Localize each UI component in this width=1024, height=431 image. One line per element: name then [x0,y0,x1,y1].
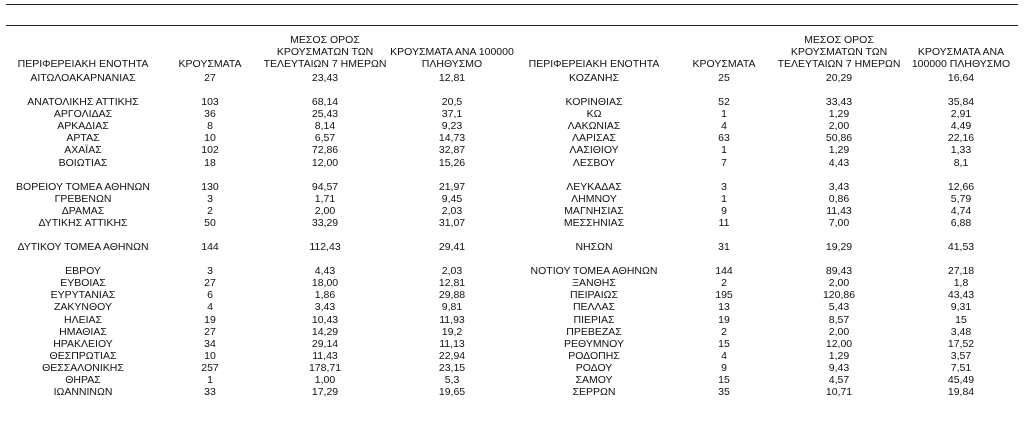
per100k-cell: 19,84 [947,386,975,399]
region-cell: ΕΥΒΟΙΑΣ [60,277,106,290]
avg7-cell: 1,29 [828,144,850,157]
per100k-cell: 12,81 [438,277,466,290]
cases-cell: 18 [204,156,216,169]
table-row [514,144,1018,156]
region-cell: ΒΟΡΕΙΟΥ ΤΟΜΕΑ ΑΘΗΝΩΝ [16,180,150,193]
cases-cell: 1 [721,108,727,121]
avg7-cell: 1,71 [314,192,336,205]
avg7-cell: 1,86 [314,289,336,302]
header-per100k: ΚΡΟΥΣΜΑΤΑ ΑΝΑ 100000 ΠΛΗΘΥΣΜΟ [390,46,514,70]
header-avg7: ΜΕΣΟΣ ΟΡΟΣ ΚΡΟΥΣΜΑΤΩΝ ΤΩΝ ΤΕΛΕΥΤΑΙΩΝ 7 ΗΜΕΡΩΝ [777,34,901,70]
header-region: ΠΕΡΙΦΕΡΕΙΑΚΗ ΕΝΟΤΗΤΑ [528,58,660,70]
per100k-cell: 9,45 [441,192,463,205]
cases-cell: 52 [718,96,730,109]
avg7-cell: 50,86 [825,132,853,145]
table-row [514,72,1018,84]
cases-cell: 63 [718,132,730,145]
per100k-cell: 9,81 [441,301,463,314]
cases-cell: 257 [201,361,219,374]
per100k-cell: 23,15 [438,361,466,374]
region-cell: ΠΕΙΡΑΙΩΣ [570,289,618,302]
region-cell: ΛΑΡΙΣΑΣ [572,132,616,145]
per100k-cell: 27,18 [947,265,975,278]
table-row [6,362,514,374]
region-cell: ΠΕΛΛΑΣ [572,301,616,314]
cases-cell: 19 [204,313,216,326]
table-row [514,362,1018,374]
per100k-cell: 1,33 [950,144,972,157]
region-cell: ΛΑΚΩΝΙΑΣ [567,120,621,133]
table-row [6,350,514,362]
table-row [6,108,514,120]
cases-cell: 15 [718,337,730,350]
region-cell: ΛΕΥΚΑΔΑΣ [566,180,622,193]
cases-cell: 195 [715,289,733,302]
region-cell: ΒΟΙΩΤΙΑΣ [58,156,108,169]
avg7-cell: 8,14 [314,120,336,133]
spacer-row [6,84,514,96]
table-row [514,301,1018,313]
per100k-cell: 6,88 [950,216,972,229]
left-table-container [6,24,514,398]
avg7-cell: 1,29 [828,349,850,362]
table-row [514,265,1018,277]
avg7-cell: 1,29 [828,108,850,121]
per100k-cell: 15 [955,313,967,326]
per100k-cell: 11,13 [439,337,465,350]
region-cell: ΣΑΜΟΥ [575,373,613,386]
cases-cell: 6 [207,289,213,302]
region-cell: ΞΑΝΘΗΣ [572,277,616,290]
per100k-cell: 5,3 [444,373,460,386]
per100k-cell: 31,07 [438,216,466,229]
cases-cell: 50 [204,216,216,229]
table-row [6,374,514,386]
region-cell: ΑΡΓΟΛΙΔΑΣ [53,108,113,121]
table-row [6,314,514,326]
avg7-cell: 72,86 [311,144,339,157]
region-cell: ΖΑΚΥΝΘΟΥ [53,301,112,314]
cases-cell: 4 [721,120,727,133]
avg7-cell: 12,00 [825,337,853,350]
spacer-row [514,229,1018,241]
spacer-cell [514,229,1018,241]
region-cell: ΛΗΜΝΟΥ [571,192,617,205]
avg7-cell: 6,57 [314,132,336,145]
header-cases: ΚΡΟΥΣΜΑΤΑ [692,58,756,70]
avg7-cell: 17,29 [311,386,339,399]
region-cell: ΘΕΣΠΡΩΤΙΑΣ [49,349,117,362]
table-row [514,181,1018,193]
per100k-cell: 3,48 [950,325,972,338]
region-cell: ΗΜΑΘΙΑΣ [59,325,107,338]
table-row [514,157,1018,169]
header-cases: ΚΡΟΥΣΜΑΤΑ [178,58,242,70]
avg7-cell: 9,43 [828,361,850,374]
table-row [514,350,1018,362]
region-cell: ΝΗΣΩΝ [575,241,613,254]
per100k-cell: 35,84 [947,96,975,109]
avg7-cell: 4,43 [314,265,336,278]
cases-cell: 15 [718,373,730,386]
table-row [514,374,1018,386]
per100k-cell: 2,03 [441,265,463,278]
spacer-cell [6,253,514,265]
avg7-cell: 68,14 [311,96,339,109]
cases-cell: 9 [721,204,727,217]
avg7-cell: 2,00 [828,277,850,290]
region-cell: ΑΧΑΪΑΣ [64,144,102,157]
avg7-cell: 89,43 [825,265,853,278]
table-row [514,277,1018,289]
cases-cell: 11 [718,216,730,229]
cases-cell: 27 [204,72,216,84]
cases-cell: 144 [201,241,219,254]
table-row [6,241,514,253]
left-header-row [6,24,514,72]
cases-cell: 9 [721,361,727,374]
table-row [514,326,1018,338]
region-cell: ΑΝΑΤΟΛΙΚΗΣ ΑΤΤΙΚΗΣ [27,96,139,109]
per100k-cell: 29,88 [438,289,466,302]
cases-cell: 144 [715,265,733,278]
cases-cell: 35 [718,386,730,399]
avg7-cell: 3,43 [828,180,850,193]
per100k-cell: 14,73 [438,132,466,145]
region-cell: ΔΥΤΙΚΟΥ ΤΟΜΕΑ ΑΘΗΝΩΝ [17,241,149,254]
region-cell: ΗΡΑΚΛΕΙΟΥ [53,337,113,350]
avg7-cell: 10,43 [311,313,339,326]
table-row [6,72,514,84]
avg7-cell: 14,29 [311,325,339,338]
spacer-cell [6,169,514,181]
cases-cell: 8 [207,120,213,133]
right-table-container [514,24,1018,398]
table-row [514,338,1018,350]
per100k-cell: 21,97 [438,180,466,193]
table-row [6,132,514,144]
per100k-cell: 16,64 [947,72,975,84]
per100k-cell: 4,49 [950,120,972,133]
per100k-cell: 45,49 [947,373,975,386]
table-row [514,96,1018,108]
avg7-cell: 33,29 [311,216,339,229]
avg7-cell: 12,00 [311,156,339,169]
per100k-cell: 17,52 [947,337,975,350]
avg7-cell: 4,57 [828,373,850,386]
table-row [514,314,1018,326]
per100k-cell: 32,87 [438,144,466,157]
avg7-cell: 19,29 [825,241,853,254]
table-row [6,205,514,217]
avg7-cell: 29,14 [311,337,339,350]
right-cases-table [514,24,1018,398]
avg7-cell: 2,00 [828,325,850,338]
per100k-cell: 12,81 [438,72,466,84]
cases-cell: 10 [204,349,216,362]
spacer-row [6,229,514,241]
region-cell: ΡΕΘΥΜΝΟΥ [563,337,624,350]
table-row [514,193,1018,205]
per100k-cell: 43,43 [947,289,975,302]
per100k-cell: 7,51 [950,361,972,374]
table-row [6,217,514,229]
table-row [514,132,1018,144]
cases-cell: 27 [204,325,216,338]
table-row [6,326,514,338]
avg7-cell: 2,00 [314,204,336,217]
per100k-cell: 41,53 [947,241,975,254]
avg7-cell: 94,57 [311,180,339,193]
per100k-cell: 9,31 [950,301,972,314]
left-cases-table [6,24,514,398]
spacer-row [514,84,1018,96]
table-row [6,301,514,313]
table-row [6,265,514,277]
per100k-cell: 5,79 [950,192,972,205]
table-row [514,120,1018,132]
table-row [514,289,1018,301]
avg7-cell: 11,43 [826,204,852,217]
table-row [6,289,514,301]
region-cell: ΗΛΕΙΑΣ [63,313,102,326]
region-cell: ΓΡΕΒΕΝΩΝ [54,192,112,205]
region-cell: ΚΟΖΑΝΗΣ [569,72,619,84]
avg7-cell: 7,00 [828,216,850,229]
per100k-cell: 3,57 [950,349,972,362]
cases-cell: 31 [718,241,730,254]
cases-cell: 2 [207,204,213,217]
table-row [514,386,1018,398]
avg7-cell: 25,43 [311,108,339,121]
spacer-cell [514,169,1018,181]
cases-cell: 34 [204,337,216,350]
region-cell: ΔΥΤΙΚΗΣ ΑΤΤΙΚΗΣ [38,216,128,229]
per100k-cell: 4,74 [950,204,972,217]
avg7-cell: 8,57 [828,313,850,326]
avg7-cell: 10,71 [825,386,853,399]
avg7-cell: 18,00 [311,277,339,290]
avg7-cell: 112,43 [309,241,341,254]
left-table-body [6,72,514,398]
cases-cell: 1 [721,144,727,157]
per100k-cell: 2,91 [950,108,972,121]
header-per100k: ΚΡΟΥΣΜΑΤΑ ΑΝΑ 100000 ΠΛΗΘΥΣΜΟ [911,46,1011,70]
table-row [514,108,1018,120]
per100k-cell: 1,8 [953,277,969,290]
per100k-cell: 22,94 [438,349,466,362]
per100k-cell: 9,23 [441,120,463,133]
region-cell: ΕΒΡΟΥ [65,265,101,278]
table-row [514,241,1018,253]
cases-cell: 130 [201,180,219,193]
region-cell: ΕΥΡΥΤΑΝΙΑΣ [50,289,116,302]
avg7-cell: 178,71 [308,361,342,374]
table-row [6,120,514,132]
table-row [514,205,1018,217]
region-cell: ΠΙΕΡΙΑΣ [573,313,615,326]
cases-cell: 19 [718,313,730,326]
per100k-cell: 12,66 [947,180,975,193]
avg7-cell: 23,43 [311,72,339,84]
cases-cell: 102 [201,144,219,157]
avg7-cell: 2,00 [828,120,850,133]
per100k-cell: 19,65 [438,386,466,399]
per100k-cell: 19,2 [441,325,463,338]
table-row [6,338,514,350]
region-cell: ΘΕΣΣΑΛΟΝΙΚΗΣ [42,361,124,374]
avg7-cell: 33,43 [825,96,853,109]
spacer-row [6,169,514,181]
table-row [6,277,514,289]
spacer-row [514,169,1018,181]
cases-cell: 25 [718,72,730,84]
spacer-row [514,253,1018,265]
cases-cell: 13 [718,301,730,314]
cases-cell: 103 [201,96,219,109]
per100k-cell: 2,03 [441,204,463,217]
cases-cell: 10 [204,132,216,145]
region-cell: ΠΡΕΒΕΖΑΣ [566,325,622,338]
region-cell: ΛΑΣΙΘΙΟΥ [569,144,619,157]
table-row [6,386,514,398]
region-cell: ΚΟΡΙΝΘΙΑΣ [565,96,623,109]
header-region: ΠΕΡΙΦΕΡΕΙΑΚΗ ΕΝΟΤΗΤΑ [17,58,149,70]
table-row [6,181,514,193]
per100k-cell: 29,41 [438,241,466,254]
region-cell: ΜΕΣΣΗΝΙΑΣ [563,216,625,229]
spacer-cell [6,84,514,96]
spacer-row [6,253,514,265]
cases-cell: 7 [721,156,727,169]
cases-cell: 4 [207,301,213,314]
cases-cell: 3 [207,192,213,205]
per100k-cell: 11,93 [439,313,465,326]
region-cell: ΣΕΡΡΩΝ [572,386,616,399]
right-header-row [514,24,1018,72]
header-avg7: ΜΕΣΟΣ ΟΡΟΣ ΚΡΟΥΣΜΑΤΩΝ ΤΩΝ ΤΕΛΕΥΤΑΙΩΝ 7 ΗΜΕΡΩΝ [263,34,387,70]
cases-cell: 36 [204,108,216,121]
table-row [6,144,514,156]
right-table-body [514,72,1018,398]
region-cell: ΡΟΔΟΠΗΣ [568,349,620,362]
avg7-cell: 0,86 [828,192,850,205]
region-cell: ΔΡΑΜΑΣ [61,204,105,217]
avg7-cell: 120,86 [822,289,856,302]
avg7-cell: 11,43 [312,349,338,362]
cases-cell: 3 [207,265,213,278]
spacer-cell [514,84,1018,96]
avg7-cell: 4,43 [828,156,850,169]
cases-cell: 4 [721,349,727,362]
table-row [6,157,514,169]
cases-cell: 2 [721,277,727,290]
cases-cell: 27 [204,277,216,290]
avg7-cell: 5,43 [828,301,850,314]
cases-cell: 1 [207,373,213,386]
avg7-cell: 3,43 [314,301,336,314]
spacer-cell [514,253,1018,265]
spacer-cell [6,229,514,241]
cases-cell: 3 [721,180,727,193]
per100k-cell: 8,1 [953,156,969,169]
per100k-cell: 20,5 [441,96,463,109]
per100k-cell: 15,26 [438,156,466,169]
cases-cell: 33 [204,386,216,399]
per100k-cell: 22,16 [947,132,975,145]
per100k-cell: 37,1 [441,108,463,121]
avg7-cell: 1,00 [314,373,336,386]
table-row [6,193,514,205]
region-cell: ΚΩ [586,108,602,121]
region-cell: ΡΟΔΟΥ [575,361,613,374]
region-cell: ΑΡΚΑΔΙΑΣ [57,120,109,133]
region-cell: ΘΗΡΑΣ [65,373,101,386]
region-cell: ΛΕΣΒΟΥ [572,156,616,169]
avg7-cell: 20,29 [825,72,853,84]
table-row [514,217,1018,229]
top-rule [6,4,1018,5]
region-cell: ΙΩΑΝΝΙΝΩΝ [53,386,113,399]
region-cell: ΝΟΤΙΟΥ ΤΟΜΕΑ ΑΘΗΝΩΝ [530,265,658,278]
region-cell: ΜΑΓΝΗΣΙΑΣ [564,204,624,217]
table-row [6,96,514,108]
region-cell: ΑΙΤΩΛΟΑΚΑΡΝΑΝΙΑΣ [30,72,136,84]
cases-cell: 2 [721,325,727,338]
cases-cell: 1 [721,192,727,205]
region-cell: ΑΡΤΑΣ [66,132,100,145]
